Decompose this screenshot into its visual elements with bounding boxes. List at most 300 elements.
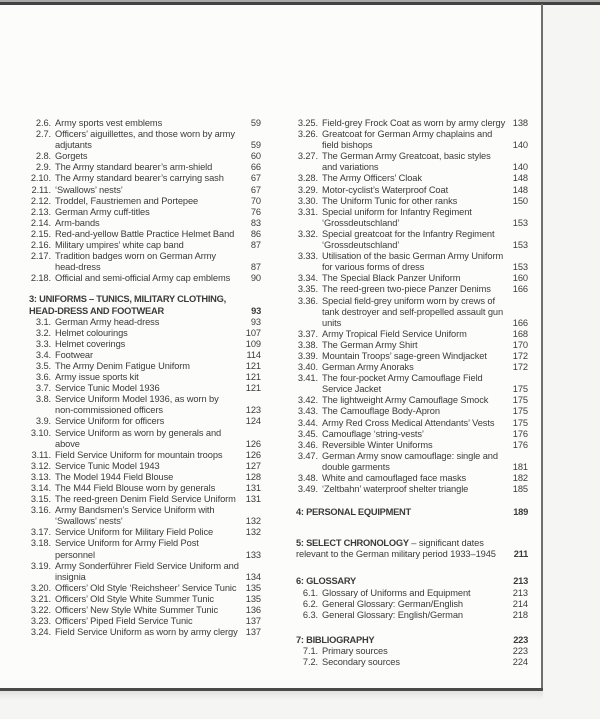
- entry-title: Gorgets: [55, 151, 88, 162]
- entry-number: 2.10.: [30, 173, 51, 184]
- entry-number: 3.7.: [35, 383, 51, 394]
- entry-title: Tradition badges worn on German Army head-dress: [55, 251, 216, 273]
- entry-page: 166: [512, 284, 528, 295]
- entry-title: Officers’ Old Style ‘Reichsheer’ Service Tunic: [55, 582, 237, 593]
- entry-page: 123: [245, 405, 261, 416]
- entry-page: 87: [250, 262, 261, 273]
- entry-page: 181: [512, 461, 528, 472]
- entry-title: Service Uniform for officers: [55, 416, 165, 427]
- entry-title: German Army cuff-titles: [55, 206, 150, 217]
- entry-page: 59: [250, 140, 261, 151]
- entry-page: 70: [250, 195, 261, 206]
- toc-entry: [296, 451, 528, 473]
- entry-page: 87: [250, 240, 261, 251]
- entry-title: Army issue sports kit: [55, 372, 139, 383]
- entry-number: 3.15.: [30, 494, 51, 505]
- entry-page: 132: [245, 527, 261, 538]
- entry-page: 136: [245, 605, 261, 616]
- toc-entry: [29, 240, 261, 251]
- section-header: [296, 635, 528, 646]
- section-header-page: 213: [513, 576, 528, 587]
- entry-title: Arm-bands: [55, 217, 100, 228]
- entry-number: 3.16.: [30, 505, 51, 516]
- entry-page: 224: [512, 657, 528, 668]
- toc-section: [29, 294, 261, 638]
- entry-number: 3.1.: [35, 316, 51, 327]
- entry-page: 172: [512, 362, 528, 373]
- toc-entry: [29, 505, 261, 527]
- entry-title: Service Uniform as worn by generals and above: [55, 427, 222, 449]
- section-header: [296, 576, 528, 587]
- toc-entry: [29, 173, 261, 184]
- toc-column-left: [29, 118, 261, 638]
- toc-entry: [296, 207, 528, 229]
- toc-entry: [29, 472, 261, 483]
- toc-entry: [29, 416, 261, 427]
- section-header-title: 3: UNIFORMS – TUNICS, MILITARY CLOTHING, HEAD-DRESS AND FOOTWEAR: [29, 294, 226, 316]
- entry-title: Army sports vest emblems: [55, 118, 163, 128]
- toc-entry: [296, 646, 528, 657]
- entry-title: Mountain Troops’ sage-green Windjacket: [322, 350, 487, 361]
- section-header-title: 4: PERSONAL EQUIPMENT: [296, 507, 411, 518]
- entry-number: 2.9.: [35, 162, 51, 173]
- scan-shadow: [0, 691, 543, 700]
- entry-title: ‘Zeltbahn’ waterproof shelter triangle: [322, 484, 469, 495]
- entry-number: 3.27.: [297, 151, 318, 162]
- toc-section: [29, 118, 261, 284]
- entry-page: 114: [246, 349, 261, 360]
- entry-number: 3.37.: [297, 328, 318, 339]
- toc-entry: [29, 218, 261, 229]
- entry-page: 176: [512, 428, 528, 439]
- entry-number: 3.18.: [30, 538, 51, 549]
- entry-page: 176: [512, 439, 528, 450]
- entry-number: 2.16.: [30, 240, 51, 251]
- entry-number: 2.6.: [35, 118, 51, 128]
- entry-title: Field Service Uniform for mountain troops: [55, 449, 223, 460]
- section-header-text: [296, 576, 506, 587]
- toc-entry: [296, 473, 528, 484]
- entry-number: 3.41.: [297, 373, 318, 384]
- entry-page: 148: [512, 184, 528, 195]
- toc-section: [296, 635, 528, 668]
- entry-title: Army Bandsmen’s Service Uniform with ‘Swallows’ nests’: [55, 505, 215, 527]
- toc-entry: [29, 372, 261, 383]
- entry-number: 3.14.: [30, 483, 51, 493]
- toc-entry: [296, 196, 528, 207]
- entry-title: Primary sources: [322, 645, 388, 656]
- toc-entry: [296, 173, 528, 184]
- toc-entry: [296, 251, 528, 273]
- entry-title: The reed-green Denim Field Service Uniform: [55, 494, 236, 505]
- toc-entry: [296, 329, 528, 340]
- entry-title: Service Tunic Model 1936: [55, 383, 160, 394]
- entry-title: General Glossary: German/English: [322, 598, 463, 609]
- entry-title: Service Uniform for Army Field Post personnel: [55, 538, 199, 560]
- section-header-title: 5: SELECT CHRONOLOGY: [296, 538, 409, 549]
- entry-title: Military umpires’ white cap band: [55, 240, 184, 251]
- entry-page: 218: [512, 609, 528, 620]
- entry-title: White and camouflaged face masks: [322, 473, 467, 483]
- entry-title: Service Uniform for Military Field Police: [55, 527, 214, 538]
- toc-entry: [29, 594, 261, 605]
- entry-number: 3.17.: [30, 527, 51, 538]
- entry-number: 2.12.: [30, 195, 51, 206]
- entry-title: Army Sonderführer Field Service Uniform and insignia: [55, 560, 239, 582]
- entry-title: Officers’ Piped Field Service Tunic: [55, 616, 193, 627]
- entry-number: 2.15.: [30, 228, 51, 239]
- entry-page: 213: [512, 587, 528, 598]
- entry-title: Footwear: [55, 349, 93, 360]
- entry-page: 126: [245, 438, 261, 449]
- entry-page: 128: [245, 471, 261, 482]
- entry-page: 185: [512, 484, 528, 495]
- entry-number: 3.49.: [297, 484, 318, 495]
- entry-number: 3.13.: [30, 471, 51, 482]
- toc-section: [296, 118, 528, 495]
- entry-page: 175: [512, 406, 528, 417]
- entry-title: The M44 Field Blouse worn by generals: [55, 483, 216, 493]
- entry-number: 3.8.: [35, 394, 51, 405]
- toc-entry: [296, 284, 528, 295]
- toc-entry: [296, 657, 528, 668]
- entry-title: Utilisation of the basic German Army Uniform for various forms of dress: [322, 251, 504, 273]
- entry-page: 137: [245, 627, 261, 638]
- entry-page: 121: [245, 360, 261, 371]
- entry-title: Official and semi-official Army cap emblems: [55, 273, 231, 284]
- entry-number: 3.47.: [297, 450, 318, 461]
- entry-page: 166: [512, 317, 528, 328]
- entry-page: 134: [245, 571, 261, 582]
- toc-entry: [296, 351, 528, 362]
- toc-entry: [296, 610, 528, 621]
- entry-number: 7.1.: [302, 645, 318, 656]
- entry-number: 3.48.: [297, 473, 318, 483]
- toc-entry: [29, 605, 261, 616]
- entry-page: 140: [512, 162, 528, 173]
- entry-title: German Army Anoraks: [322, 362, 414, 373]
- entry-page: 131: [245, 483, 261, 493]
- entry-title: Secondary sources: [322, 657, 400, 668]
- section-header-text: [296, 538, 506, 560]
- entry-number: 3.35.: [297, 284, 318, 295]
- toc-entry: [29, 196, 261, 207]
- entry-page: 140: [512, 140, 528, 151]
- entry-number: 3.40.: [297, 362, 318, 373]
- entry-page: 67: [250, 184, 261, 195]
- entry-title: The reed-green two-piece Panzer Denims: [322, 284, 491, 295]
- entry-number: 2.11.: [31, 184, 51, 195]
- toc-entry: [29, 207, 261, 218]
- entry-page: 153: [512, 240, 528, 251]
- toc-entry: [296, 340, 528, 351]
- section-header-title: 6: GLOSSARY: [296, 576, 356, 587]
- entry-title: Army Tropical Field Service Uniform: [322, 328, 467, 339]
- entry-page: 86: [250, 228, 261, 239]
- toc-entry: [29, 185, 261, 196]
- entry-page: 135: [245, 582, 261, 593]
- toc-entry: [296, 406, 528, 417]
- toc-entry: [296, 395, 528, 406]
- toc-entry: [296, 129, 528, 151]
- entry-number: 3.36.: [297, 295, 318, 306]
- toc-entry: [29, 538, 261, 560]
- entry-page: 93: [250, 316, 261, 327]
- entry-number: 3.44.: [297, 417, 318, 428]
- entry-title: The German Army Shirt: [322, 339, 418, 350]
- toc-section: [296, 538, 528, 560]
- section-header-text: [296, 507, 506, 518]
- entry-number: 3.22.: [30, 605, 51, 616]
- toc-entry: [29, 273, 261, 284]
- entry-number: 3.5.: [35, 360, 51, 371]
- toc-entry: [296, 185, 528, 196]
- toc-entry: [29, 428, 261, 450]
- entry-number: 2.7.: [35, 129, 51, 140]
- entry-page: 133: [245, 549, 261, 560]
- entry-number: 3.33.: [297, 251, 318, 262]
- entry-number: 3.34.: [297, 273, 318, 284]
- entry-number: 3.19.: [30, 560, 51, 571]
- section-header-page: 93: [251, 305, 261, 316]
- entry-number: 3.25.: [297, 118, 318, 128]
- section-header-page: 223: [513, 634, 528, 645]
- toc-entry: [296, 599, 528, 610]
- toc-entry: [29, 118, 261, 129]
- entry-number: 6.1.: [302, 587, 318, 598]
- entry-number: 3.38.: [297, 339, 318, 350]
- entry-number: 6.2.: [302, 598, 318, 609]
- entry-number: 6.3.: [302, 609, 318, 620]
- toc-entry: [296, 273, 528, 284]
- entry-title: The Army standard bearer’s arm-shield: [55, 162, 213, 173]
- section-header: [29, 294, 261, 316]
- entry-title: The Model 1944 Field Blouse: [55, 471, 174, 482]
- section-header-page: 211: [513, 549, 528, 560]
- entry-page: 66: [250, 162, 261, 173]
- toc-entry: [29, 361, 261, 372]
- entry-page: 131: [245, 494, 261, 505]
- toc-entry: [296, 429, 528, 440]
- entry-number: 3.28.: [297, 173, 318, 184]
- toc-entry: [29, 383, 261, 394]
- toc-entry: [296, 296, 528, 329]
- toc-entry: [296, 588, 528, 599]
- section-header-text: [29, 294, 239, 316]
- entry-page: 172: [512, 350, 528, 361]
- entry-title: Helmet colourings: [55, 327, 128, 338]
- toc-entry: [29, 583, 261, 594]
- toc-entry: [29, 317, 261, 328]
- entry-title: The lightweight Army Camouflage Smock: [322, 395, 489, 406]
- toc-entry: [29, 251, 261, 273]
- entry-page: 137: [245, 616, 261, 627]
- toc-entry: [296, 118, 528, 129]
- entry-number: 2.17.: [30, 251, 51, 262]
- entry-page: 127: [245, 460, 261, 471]
- entry-page: 150: [512, 195, 528, 206]
- toc-entry: [29, 483, 261, 494]
- entry-title: The Army standard bearer’s carrying sash: [55, 173, 224, 184]
- entry-title: The Army Officers’ Cloak: [322, 173, 422, 184]
- entry-page: 153: [512, 262, 528, 273]
- toc-entry: [29, 616, 261, 627]
- toc-entry: [29, 627, 261, 638]
- entry-page: 121: [245, 383, 261, 394]
- toc-entry: [296, 373, 528, 395]
- section-header-text: [296, 635, 506, 646]
- toc-section: [296, 576, 528, 620]
- entry-title: The Camouflage Body-Apron: [322, 406, 440, 417]
- entry-page: 175: [512, 395, 528, 406]
- entry-title: ‘Swallows’ nests’: [55, 184, 123, 195]
- section-header-subtitle: – significant dates relevant to the German military period 1933–1945: [296, 538, 496, 560]
- toc-entry: [296, 362, 528, 373]
- entry-page: 138: [512, 118, 528, 128]
- toc-entry: [29, 450, 261, 461]
- entry-number: 3.20.: [30, 582, 51, 593]
- toc-entry: [29, 129, 261, 151]
- entry-number: 3.3.: [35, 338, 51, 349]
- entry-title: Field Service Uniform as worn by army clergy: [55, 627, 238, 638]
- toc-entry: [29, 350, 261, 361]
- entry-title: Officers’ Old Style White Summer Tunic: [55, 593, 214, 604]
- entry-title: The Army Denim Fatigue Uniform: [55, 360, 190, 371]
- toc-entry: [296, 418, 528, 429]
- entry-number: 3.11.: [31, 449, 51, 460]
- entry-title: The Special Black Panzer Uniform: [322, 273, 461, 284]
- entry-page: 223: [512, 645, 528, 656]
- entry-title: Red-and-yellow Battle Practice Helmet Band: [55, 228, 235, 239]
- entry-title: Troddel, Faustriemen and Portepee: [55, 195, 199, 206]
- entry-number: 3.31.: [297, 206, 318, 217]
- entry-page: 175: [512, 384, 528, 395]
- entry-number: 7.2.: [302, 657, 318, 668]
- entry-number: 3.43.: [297, 406, 318, 417]
- entry-number: 3.23.: [30, 616, 51, 627]
- toc-entry: [29, 328, 261, 339]
- entry-page: 148: [512, 173, 528, 184]
- entry-title: Special field-grey uniform worn by crews of tank destroyer and self-propelled assault gun units: [322, 295, 504, 328]
- entry-page: 170: [512, 339, 528, 350]
- entry-number: 3.30.: [297, 195, 318, 206]
- entry-page: 126: [245, 449, 261, 460]
- entry-page: 60: [250, 151, 261, 162]
- entry-title: Army Red Cross Medical Attendants’ Vests: [322, 417, 495, 428]
- entry-page: 182: [512, 473, 528, 483]
- entry-title: Glossary of Uniforms and Equipment: [322, 587, 471, 598]
- entry-page: 109: [245, 338, 261, 349]
- entry-number: 2.13.: [30, 206, 51, 217]
- entry-title: Field-grey Frock Coat as worn by army clergy: [322, 118, 506, 128]
- toc-entry: [29, 494, 261, 505]
- entry-title: Special uniform for Infantry Regiment ‘Grossdeutschland’: [322, 206, 472, 228]
- entry-number: 3.46.: [297, 439, 318, 450]
- entry-page: 160: [512, 273, 528, 284]
- page-frame-right: [541, 4, 543, 691]
- entry-title: Officers’ New Style White Summer Tunic: [55, 605, 219, 616]
- toc-entry: [29, 162, 261, 173]
- entry-title: General Glossary: English/German: [322, 609, 463, 620]
- toc-entry: [29, 394, 261, 416]
- toc-entry: [296, 151, 528, 173]
- entry-number: 3.21.: [30, 593, 51, 604]
- entry-page: 90: [250, 273, 261, 284]
- toc-entry: [29, 229, 261, 240]
- entry-title: Service Tunic Model 1943: [55, 460, 160, 471]
- section-header-title: 7: BIBLIOGRAPHY: [296, 634, 375, 645]
- entry-number: 3.10.: [30, 427, 51, 438]
- entry-number: 3.6.: [35, 372, 51, 383]
- entry-page: 135: [245, 593, 261, 604]
- entry-page: 214: [512, 598, 528, 609]
- entry-title: Reversible Winter Uniforms: [322, 439, 433, 450]
- entry-title: Officers’ aiguillettes, and those worn by army adjutants: [55, 129, 235, 151]
- entry-number: 3.29.: [297, 184, 318, 195]
- entry-title: German Army snow camouflage: single and double garments: [322, 450, 498, 472]
- section-header-page: 189: [513, 507, 528, 518]
- entry-number: 3.4.: [35, 349, 51, 360]
- entry-title: Helmet coverings: [55, 338, 126, 349]
- entry-number: 3.24.: [30, 627, 51, 638]
- entry-page: 132: [245, 516, 261, 527]
- toc-entry: [29, 461, 261, 472]
- entry-page: 124: [245, 416, 261, 427]
- entry-page: 59: [250, 118, 261, 128]
- entry-title: Camouflage ‘string-vests’: [322, 428, 424, 439]
- entry-page: 83: [250, 217, 261, 228]
- entry-number: 3.12.: [30, 460, 51, 471]
- entry-number: 3.42.: [297, 395, 318, 406]
- entry-number: 3.9.: [35, 416, 51, 427]
- entry-page: 67: [250, 173, 261, 184]
- toc-entry: [296, 484, 528, 495]
- entry-number: 2.8.: [35, 151, 51, 162]
- entry-number: 3.26.: [297, 129, 318, 140]
- entry-number: 3.2.: [35, 327, 51, 338]
- section-header: [296, 538, 528, 560]
- entry-page: 76: [250, 206, 261, 217]
- entry-title: The four-pocket Army Camouflage Field Service Jacket: [322, 373, 483, 395]
- entry-page: 121: [245, 372, 261, 383]
- entry-title: Special greatcoat for the Infantry Regiment ‘Grossdeutschland’: [322, 228, 495, 251]
- entry-title: The German Army Greatcoat, basic styles and variations: [322, 151, 491, 173]
- entry-number: 3.32.: [297, 228, 318, 239]
- entry-page: 168: [512, 328, 528, 339]
- entry-title: Service Uniform Model 1936, as worn by non-commissioned officers: [55, 394, 219, 416]
- toc-entry: [296, 229, 528, 251]
- toc-entry: [29, 561, 261, 583]
- entry-number: 3.45.: [297, 428, 318, 439]
- entry-number: 2.14.: [30, 217, 51, 228]
- entry-title: German Army head-dress: [55, 316, 160, 327]
- toc-entry: [29, 339, 261, 350]
- entry-page: 153: [512, 217, 528, 228]
- toc-entry: [296, 440, 528, 451]
- section-header: [296, 507, 528, 518]
- entry-title: The Uniform Tunic for other ranks: [322, 195, 458, 206]
- entry-number: 3.39.: [297, 350, 318, 361]
- toc-column-right: [296, 118, 528, 668]
- entry-page: 107: [245, 327, 261, 338]
- entry-title: Motor-cyclist’s Waterproof Coat: [322, 184, 449, 195]
- toc-section: [296, 507, 528, 518]
- entry-page: 175: [512, 417, 528, 428]
- entry-title: Greatcoat for German Army chaplains and field bishops: [322, 129, 493, 151]
- entry-number: 2.18.: [30, 273, 51, 284]
- toc-entry: [29, 527, 261, 538]
- toc-entry: [29, 151, 261, 162]
